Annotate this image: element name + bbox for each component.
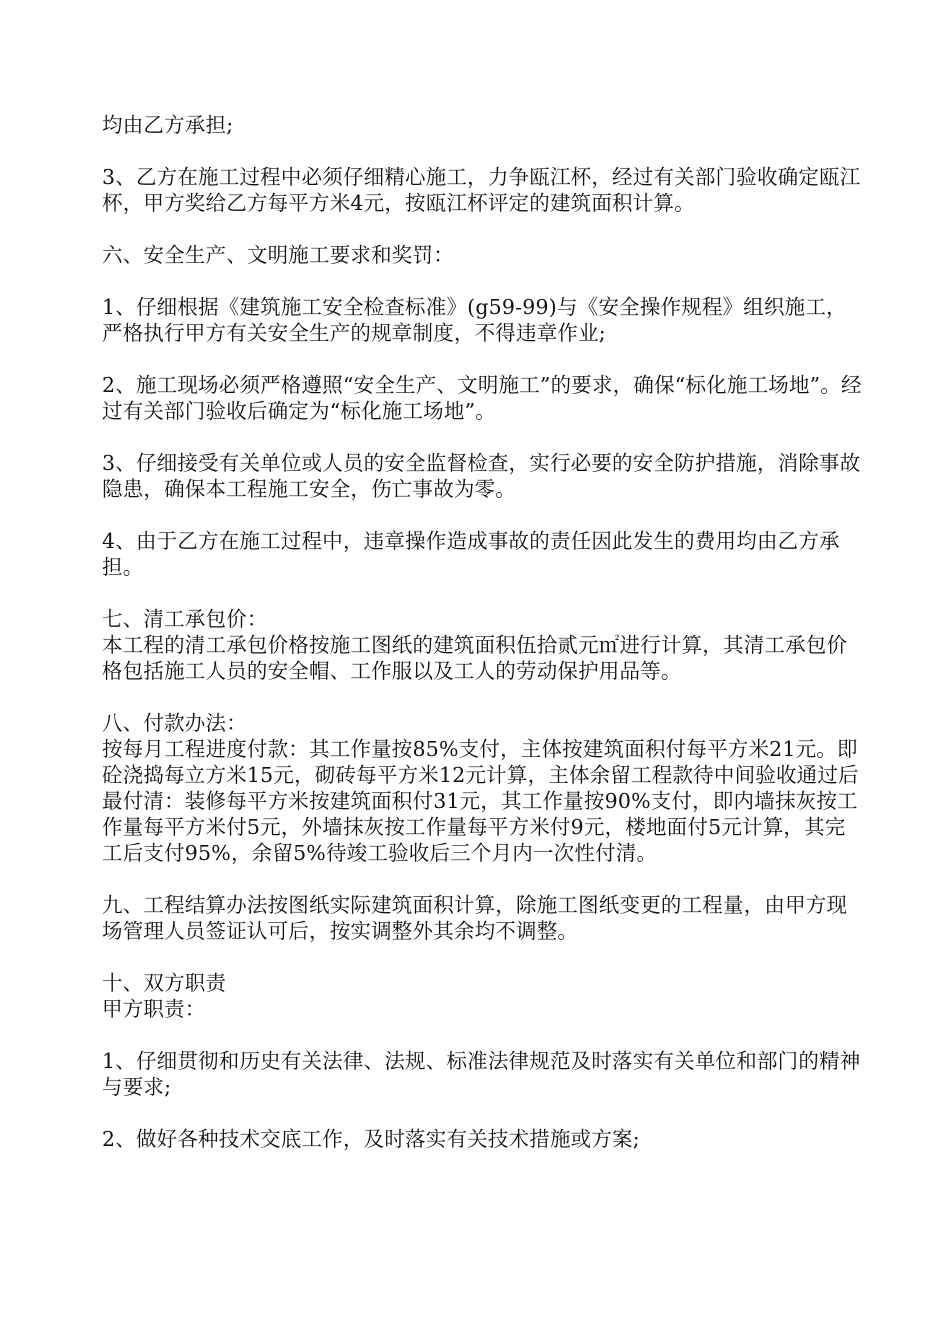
section-heading: 十、双方职责 [102, 971, 227, 995]
paragraph: 1、仔细根据《建筑施工安全检查标准》(g59-99)与《安全操作规程》组织施工，严格执行甲方有关安全生产的规章制度，不得违章作业; [102, 295, 847, 345]
paragraph: 4、由于乙方在施工过程中，违章操作造成事故的责任因此发生的费用均由乙方承担。 [102, 529, 840, 579]
paragraph: 按每月工程进度付款：其工作量按85%支付，主体按建筑面积付每平方米21元。即砼浇捣每立方米15元，砌砖每平方米12元计算，主体余留工程款待中间验收通过后最付清：装修每平方米按建筑面积付31元，其工作量按90%支付，即内墙抹灰按工作量每平方米付5元，外墙抹灰按工作量每平方米付9元，楼地面付5元计算，其完工后支付95%，余留5%待竣工验收后三个月内一次性付清。 [102, 737, 859, 865]
paragraph: 均由乙方承担; [102, 113, 234, 137]
paragraph: 1、仔细贯彻和历史有关法律、法规、标准法律规范及时落实有关单位和部门的精神与要求; [102, 1049, 861, 1099]
paragraph: 2、做好各种技术交底工作，及时落实有关技术措施或方案; [102, 1127, 640, 1151]
paragraph: 3、乙方在施工过程中必须仔细精心施工，力争瓯江杯，经过有关部门验收确定瓯江杯，甲方奖给乙方每平方米4元，按瓯江杯评定的建筑面积计算。 [102, 165, 861, 215]
section-heading: 七、清工承包价： [102, 607, 268, 631]
paragraph: 九、工程结算办法按图纸实际建筑面积计算，除施工图纸变更的工程量，由甲方现场管理人员签证认可后，按实调整外其余均不调整。 [102, 893, 848, 943]
paragraph: 2、施工现场必须严格遵照“安全生产、文明施工”的要求，确保“标化施工场地”。经过有关部门验收后确定为“标化施工场地”。 [102, 373, 862, 423]
paragraph: 本工程的清工承包价格按施工图纸的建筑面积伍拾贰元㎡进行计算，其清工承包价格包括施工人员的安全帽、工作服以及工人的劳动保护用品等。 [102, 633, 848, 683]
section-heading: 六、安全生产、文明施工要求和奖罚： [102, 243, 454, 267]
subsection-heading: 甲方职责： [102, 997, 206, 1021]
section-heading: 八、付款办法： [102, 711, 247, 735]
paragraph: 3、仔细接受有关单位或人员的安全监督检查，实行必要的安全防护措施，消除事故隐患，确保本工程施工安全，伤亡事故为零。 [102, 451, 861, 501]
document-body [102, 112, 862, 1178]
